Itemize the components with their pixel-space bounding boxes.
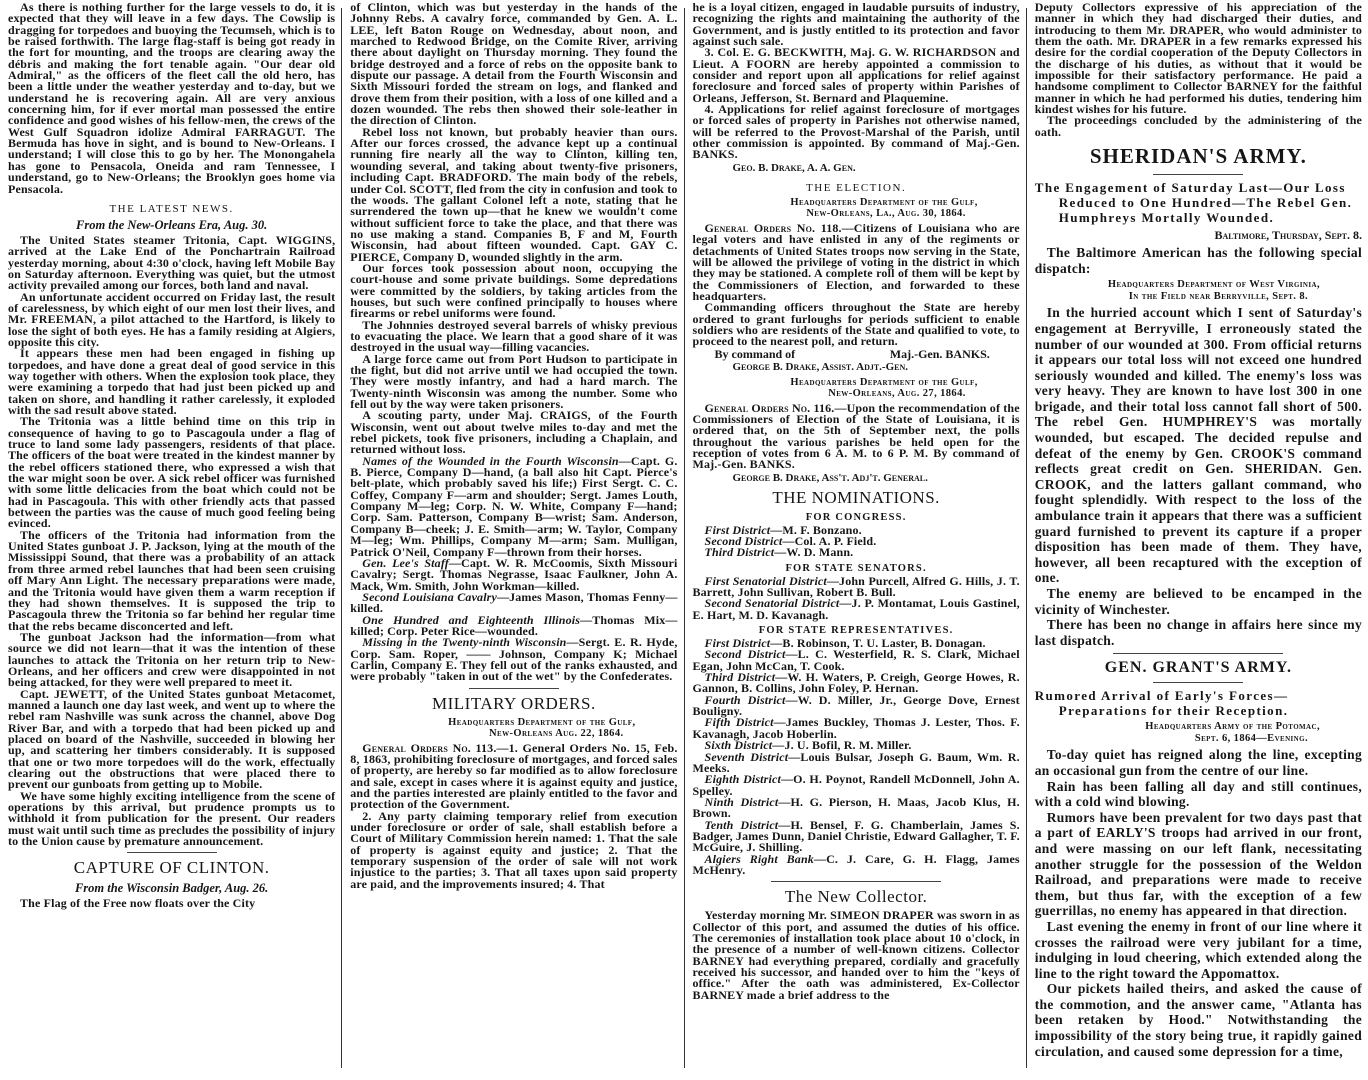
paragraph-text: —James Mason, Thomas Fenny—killed.	[350, 589, 678, 616]
article-paragraph	[692, 794, 1020, 821]
paragraph-text: A large force came out from Port Hudson to participate in the fight, but did not arrive until we had occupied the town. They were mostly infantry, and had a hard march. The Twenty-ninth Wisconsin was among the number. Some who fell out by the way were taken prisoners.	[350, 351, 678, 412]
paragraph-text: —H. Bensel, F. G. Chamberlain, James S. Badger, James Dunn, Daniel Christie, Edward Gallagher, T. F. McGuire, J. Shilling.	[692, 817, 1020, 855]
article-paragraph	[8, 527, 336, 633]
paragraph-text: —Col. A. P. Field.	[782, 534, 877, 548]
paragraph-text: —O. H. Poynot, Randell McDonnell, John A. Spelley.	[692, 772, 1020, 798]
article-paragraph	[1035, 245, 1362, 276]
section-heading: MILITARY ORDERS.	[432, 693, 596, 713]
italic-lead: Ninth District	[704, 794, 779, 809]
article-paragraph	[693, 598, 1020, 621]
section-heading: GEN. GRANT'S ARMY.	[1104, 659, 1292, 677]
paragraph-text: —Citizens of Louisiana who are legal voters and have enlisted in any of the regiments or detachments of United States troops now serving in the State, will be allowed the privilege of voting in the district in which they may be stationed. A complete roll of them will be kept by the Commissioners of Election, and forwarded to these headquarters.	[692, 220, 1020, 303]
article-paragraph	[8, 898, 335, 909]
section-heading: SHERIDAN'S ARMY.	[1089, 144, 1307, 169]
paragraph-text: —W. H. Waters, P. Creigh, George Howes, R. Gannon, B. Collins, John Foley, P. Hernan.	[692, 670, 1020, 696]
paragraph-text: Commanding officers throughout the State are hereby ordered to grant furloughs for periods sufficient to enable soldiers who are residents of the State and qualified to vote, to proceed to the nearest poll, and return.	[692, 300, 1020, 349]
paragraph-text: Rebel loss not known, but probably heavier than ours. After our forces crossed, the advance kept up a continual running fire nearly all the way to Clinton, killing ten, wounding several, and taking about twenty-five prisoners, including Capt. BRADFORD. The main body of the rebels, under Col. SCOTT, fled from the city in confusion and took to the woods. The gallant Colonel left a note, stating that he surrendered the town up—that he knew we wouldn't come without sufficient force to take the place, and that there was no use making a stand. Companies B, F and M, Fourth Wisconsin, had about fifteen wounded. Capt. GAY C. PIERCE, Company D, wounded slightly in the arm.	[350, 124, 678, 264]
paragraph-text: —James Buckley, Thomas J. Lester, Thos. F. Kavanagh, Jacob Hoberlin.	[692, 715, 1020, 741]
dateline-line: Headquarters Department of the Gulf,	[790, 196, 978, 208]
paragraph-text: A scouting party, under Maj. CRAIGS, of the Fourth Wisconsin, went out about twelve miles to-day and met the rebel pickets, took five prisoners, including a Chaplain, and returned without loss.	[350, 408, 678, 457]
italic-lead: Eighth District	[704, 772, 781, 787]
paragraph-text: In the hurried account which I sent of Saturday's engagement at Berryville, I erroneously stated the number of our wounded at 300. From official returns it appears our total loss will not exceed one hundred seriously wounded and killed. The enemy's loss was very heavy. They are known to have lost 300 in one brigade, and their total loss cannot fall short of 500. The rebel Gen. HUMPHREY'S was mortally wounded, but escaped. The decided repulse and defeat of the enemy by Gen. CROOK'S command reflects great credit on Gen. SHERIDAN. Gen. CROOK, and the latters gallant command, who fought splendidly. With respect to the loss of the ambulance train it appears that there was a sufficient guard furnished to prevent its capture if a proper disposition has been made of them. They have, however, all been recaptured with the exception of one.	[1034, 305, 1362, 586]
article-paragraph	[692, 220, 1020, 303]
paragraph-text: Our forces took possession about noon, occupying the court-house and some private buildings. Some depredations were committed by the soldiers, by taking articles from the houses, but such were confined principally to houses where firearms or rebel uniforms were found.	[350, 260, 678, 321]
paragraph-text: It appears these men had been engaged in fishing up torpedoes, and have done a great deal of good service in this way together with others. When the explosion took place, they were examining a torpedo that had just been picked up and taken on shore, and handling it rather carelessly, it exploded with the sad result above stated.	[8, 346, 336, 417]
separator-rule	[1153, 682, 1243, 683]
italic-lead: Seventh District	[704, 749, 789, 764]
signature: George B. Drake, Assist. Adjt.-Gen.	[732, 360, 909, 373]
article-paragraph	[693, 717, 1020, 740]
italic-lead: Fourth District	[704, 692, 786, 707]
paragraph-text: —W. D. Miller, Jr., George Dove, Ernest Bouligny.	[692, 692, 1020, 719]
italic-lead: Missing in the Twenty-ninth Wisconsin	[362, 635, 567, 650]
section-heading: THE NOMINATIONS.	[772, 487, 940, 507]
article-paragraph	[1035, 586, 1362, 617]
dateline: Baltimore, Thursday, Sept. 8.	[1214, 228, 1362, 243]
paragraph-text: of Clinton, which was but yesterday in the hands of the Johnny Rebs. A cavalry force, commanded by Gen. A. L. LEE, left Baton Rouge on Wednesday, about noon, and marched to Redwood Bridge, on the Comite River, arriving there about daylight on Thursday morning. They found the bridge destroyed and a force of rebs on the opposite bank to dispute our passage. A detail from the Fourth Wisconsin and Sixth Missouri forded the stream on logs, and flanked and drove them from their position, with a loss of one killed and a dozen wounded. The rebs then showed their sole-leather in the direction of Clinton.	[350, 0, 678, 128]
paragraph-text: —John Purcell, Alfred G. Hills, J. T. Barrett, John Sullivan, Robert B. Bull.	[692, 573, 1020, 600]
paragraph-text: An unfortunate accident occurred on Friday last, the result of carelessness, by which eight of our men lost their lives, and Mr. FREEMAN, a pilot attached to the Hartford, is likely to lose the sight of both eyes. He has a family residing at Algiers, opposite this city.	[8, 289, 336, 349]
order-number: General Orders No. 118.	[704, 220, 842, 235]
signature: George B. Drake, Ass't. Adj't. General.	[732, 471, 928, 484]
italic-lead: Tenth District	[704, 817, 779, 832]
italic-lead: Sixth District	[704, 738, 773, 753]
dateline-line: Headquarters Department of West Virginia,	[1107, 279, 1320, 291]
paragraph-text: Yesterday morning Mr. SIMEON DRAPER was sworn in as Collector of this port, and assumed the duties of his office. The ceremonies of installation took place about 10 o'clock, in the presence of a number of well-known citizens. Collector BARNEY had everything prepared, cordially and gracefully received his successor, and handed over to him the "keys of office." After the oath was administered, Ex-Collector BARNEY made a brief address to the	[692, 908, 1020, 1002]
section-heading: CAPTURE OF CLINTON.	[73, 858, 270, 878]
paragraph-text: Deputy Collectors expressive of his appreciation of the manner in which they had discharged their duties, and introducing to them Mr. DRAPER, who would administer to them the oath. Mr. DRAPER in a few remarks expressed his desire for the cordial cooperation of the Deputy Collectors in the discharge of his duties, as without that it would be impossible for their satisfactory performance. He paid a handsome compliment to Collector BARNEY for the faithful manner in which he had performed his duties, tendering him kindest wishes for his future.	[1034, 0, 1362, 117]
dateline	[693, 197, 1020, 220]
paragraph-text: —J. P. Montamat, Louis Gastinel, E. Hart, M. D. Kavanagh.	[692, 596, 1020, 622]
italic-lead: Gen. Lee's Staff	[362, 555, 449, 570]
command-line	[693, 348, 1020, 360]
paragraph-text: The enemy are believed to be encamped in the vicinity of Winchester.	[1034, 586, 1362, 617]
italic-lead: Third District	[704, 670, 776, 685]
italic-lead: Second Senatorial District	[704, 596, 840, 611]
article-paragraph	[1035, 919, 1362, 981]
paragraph-text: To-day quiet has reigned along the line, excepting an occasional gun from the centre of our line.	[1034, 747, 1362, 778]
article-paragraph	[350, 124, 678, 264]
paragraph-text: Rumors have been prevalent for two days past that a part of EARLY'S troops had arrived in our front, and were massing on our left flank, necessitating another struggle for the possession of the Weldon Railroad, and preparations were made to receive them, but thus far, with the exception of a few guerrillas, no enemy has appeared in that direction.	[1034, 809, 1362, 919]
paragraph-text: As there is nothing further for the large vessels to do, it is expected that they will leave in a few days. The Cowslip is dragging for torpedoes and buoying the Tecumseh, which is to be raised forthwith. The large flag-staff is being got ready in the fort for mounting, and the troops are clearing away the débris and making the fort tenable again. "Our dear old Admiral," as the officers of the fleet call the old hero, has been a little under the weather yesterday and to-day, but we understand he is recovering again. All are very anxious concerning him, for if ever mortal man possessed the entire confidence and good wishes of his fellow-men, the crews of the West Gulf Squadron idolize Admiral FARRAGUT. The Bermuda has hove in sight, and is bound to New-Orleans. I understand; I will close this to go by her. The Monongahela has gone to Pensacola, Oneida and ram Tennessee, I understand, go to New-Orleans; the Brooklyn goes home via Pensacola.	[8, 0, 336, 196]
dateline-line: Sept. 6, 1864—Evening.	[1194, 732, 1308, 744]
article-paragraph	[8, 2, 335, 195]
article-paragraph	[692, 573, 1020, 600]
paragraph-text: —Louis Bulsar, Joseph G. Baum, Wm. R. Meeks.	[692, 749, 1020, 775]
article-paragraph	[8, 629, 336, 690]
paragraph-text: The gunboat Jackson had the information—from what source we did not learn—that it was the intention of these launches to attack the Tritonia on her return trip to New-Orleans, and her officers and crew were disappointed in not being attacked, for they were well prepared to meet it.	[8, 629, 336, 690]
article-paragraph	[350, 740, 678, 812]
dateline-line: New-Orleans, La., Aug. 30, 1864.	[806, 208, 966, 220]
subsection-heading: FOR CONGRESS.	[805, 511, 907, 523]
article-paragraph	[693, 47, 1020, 104]
dateline-line: Headquarters Department of the Gulf,	[790, 376, 978, 388]
dateline-line: In the Field near Berryville, Sept. 8.	[1128, 290, 1308, 302]
article-paragraph	[693, 672, 1020, 695]
paragraph-text: —L. C. Westerfield, R. S. Clark, Michael Egan, John McCan, T. Cook.	[692, 647, 1020, 673]
column-2	[342, 0, 683, 1080]
article-paragraph	[350, 351, 678, 412]
italic-lead: Fifth District	[704, 715, 774, 730]
paragraph-text: —B. Robinson, T. U. Laster, B. Donagan.	[770, 636, 986, 651]
paragraph-text: The United States steamer Tritonia, Capt. WIGGINS, arrived at the Lake End of the Ponchartrain Railroad yesterday morning, about 4:30 o'clock, having left Mobile Bay on Saturday afternoon. Everything was quiet, but the utmost activity prevailed among our forces, both land and naval.	[8, 232, 336, 293]
paragraph-text: Rain has been falling all day and still continues, with a cold wind blowing.	[1034, 778, 1362, 810]
article-paragraph	[693, 649, 1020, 672]
paragraph-text: 4. Applications for relief against foreclosure of mortgages or forced sales of property in Parishes not otherwise named, will be referred to the Provost-Marshal of the Parish, until other commission is appointed. By command of Maj.-Gen. BANKS.	[692, 102, 1020, 162]
article-paragraph	[8, 686, 336, 792]
italic-lead: Second Louisiana Cavalry	[362, 589, 497, 604]
section-heading: THE ELECTION.	[806, 181, 907, 194]
paragraph-text: —M. F. Bonzano.	[770, 522, 862, 537]
article-paragraph	[692, 817, 1020, 855]
article-paragraph	[692, 400, 1020, 472]
order-number: General Orders No. 116.	[704, 400, 835, 415]
dateline	[1035, 721, 1362, 744]
article-paragraph	[692, 692, 1020, 719]
separator-rule	[771, 881, 941, 882]
italic-lead: First Senatorial District	[704, 573, 827, 588]
article-paragraph	[350, 410, 677, 455]
paragraph-text: Last evening the enemy in front of our line where it crosses the railroad were very jubilant for a time, indulging in loud cheering, which extended along the line to the right toward the Appomattox.	[1034, 918, 1362, 981]
command-name: Maj.-Gen. BANKS.	[889, 346, 990, 361]
paragraph-text: 2. Any party claiming temporary relief from execution under foreclosure or order of sale, shall establish before a Court of Military Commission herein named: 1. That the sale of property is against equity and justice; 2. That the temporary suspension of the order of sale will not work injustice to the parties; 3. That all taxes upon said property are paid, and the improvements insured; 4. That	[350, 808, 678, 891]
paragraph-text: The Baltimore American has the following special dispatch:	[1034, 245, 1362, 276]
paragraph-text: There has been no change in affairs here since my last dispatch.	[1034, 617, 1362, 648]
article-paragraph	[693, 104, 1020, 161]
article-paragraph	[1035, 305, 1362, 586]
section-heading: The New Collector.	[784, 887, 928, 907]
command-label: By command of	[714, 346, 796, 361]
paragraph-text: —Thomas Mix—killed; Corp. Peter Rice—wounded.	[350, 612, 678, 638]
paragraph-text: —H. G. Pierson, H. Maas, Jacob Klus, H. Brown.	[692, 794, 1020, 821]
dateline-line: New-Orleans, Aug. 27, 1864.	[828, 388, 966, 400]
italic-lead: First District	[704, 636, 771, 651]
dateline	[693, 377, 1020, 400]
separator-rule	[1113, 653, 1283, 654]
column-4	[1027, 0, 1368, 1080]
paragraph-text: We have some highly exciting intelligence from the scene of operations by this arrival, but prudence prompts us to withhold it from publication for the present. Our readers must wait until such time as precludes the possibility of injury to the Union cause by premature announcement.	[8, 788, 336, 849]
separator-rule	[127, 852, 217, 853]
italic-lead: Third District	[704, 545, 775, 560]
article-paragraph	[350, 612, 678, 638]
article-paragraph	[350, 808, 678, 891]
article-paragraph	[693, 774, 1020, 797]
source-byline: From the Wisconsin Badger, Aug. 26.	[74, 881, 269, 896]
article-paragraph	[693, 302, 1020, 347]
dateline	[350, 717, 677, 740]
article-paragraph	[8, 232, 336, 293]
article-paragraph	[8, 348, 335, 416]
italic-lead: Algiers Right Bank	[704, 851, 814, 866]
article-paragraph	[1035, 617, 1362, 648]
italic-lead: Second District	[704, 647, 786, 662]
separator-rule	[1153, 174, 1243, 175]
article-paragraph	[350, 2, 677, 127]
article-paragraph	[1035, 779, 1362, 810]
separator-rule	[469, 688, 559, 689]
italic-lead: First District	[704, 522, 771, 537]
paragraph-text: —J. U. Bofil, R. M. Miller.	[772, 738, 912, 753]
paragraph-text: The officers of the Tritonia had information from the United States gunboat J. P. Jackson, lying at the mouth of the Mississippi Sound, that there was a probability of an attack from three armed rebel launches that had been seen cruising off Mary Ann Light. The necessary preparations were made, and the Tritonia would have given them a warm reception if they had shown themselves. It is supposed the trip to Pascagoula threw the Tritonia so far behind her regular time that the rebs became disconcerted and left.	[8, 527, 336, 633]
subsection-heading: FOR STATE SENATORS.	[785, 562, 927, 574]
article-paragraph	[1035, 115, 1362, 138]
article-paragraph	[350, 317, 678, 355]
column-3	[685, 0, 1026, 1080]
paragraph-text: —Upon the recommendation of the Commissioners of Election of the State of Louisiana, it is ordered that, on the 5th of September next, the polls throughout the various parishes be held open for the reception of votes from 6 A. M. to 6 P. M. By command of Maj.-Gen. BANKS.	[692, 400, 1020, 472]
italic-lead: Names of the Wounded in the Fourth Wisconsin	[362, 453, 619, 468]
italic-lead: Second District	[704, 534, 783, 548]
paragraph-text: 3. Col. E. G. BECKWITH, Maj. G. W. RICHARDSON and Lieut. A FOORN are hereby appointed a commission to consider and report upon all applications for relief against foreclosure and forced sales of property within Parishes of Orleans, Jefferson, St. Bernard and Plaquemine.	[692, 45, 1020, 105]
italic-lead: One Hundred and Eighteenth Illinois	[362, 612, 581, 627]
article-paragraph	[8, 416, 335, 529]
article-paragraph	[350, 555, 678, 593]
article-paragraph	[693, 910, 1020, 1001]
article-paragraph	[350, 637, 677, 682]
article-paragraph	[693, 2, 1020, 47]
article-paragraph	[1035, 981, 1362, 1059]
paragraph-text: Capt. JEWETT, of the United States gunboat Metacomet, manned a launch one day last week, and went up to where the rebel ram Nashville was sunk across the channel, above Dog River Bar, and with a torpedo that had been picked up and placed on board of the Nashville, succeeded in blowing her up, and scattering her timbers considerably. It is supposed that one or two more torpedoes will do the work, effectually clearing out the obstructions that were placed there to prevent our gunboats from getting up to Mobile.	[8, 686, 336, 792]
article-paragraph	[693, 547, 1020, 558]
paragraph-text: —Capt. G. B. Pierce, Company D—hand, (a ball also hit Capt. Pierce's belt-plate, which probably saved his life;) First Sergt. C. C. Coffey, Company F—arm and shoulder; Sergt. James Louth, Company M—leg; Corp. N. W. White, Company F—hand; Corp. Sam. Patterson, Company B—wrist; Sam. Anderson, Company B—cheek; J. E. Smith—arm; W. Taylor, Company M—leg; Wm. Phillips, Company M—arm; Sam. Mulligan, Patrick O'Neil, Company F—thrown from their horses.	[350, 453, 678, 559]
dateline	[1035, 279, 1362, 302]
section-heading: THE LATEST NEWS.	[109, 202, 234, 215]
paragraph-text: —W. D. Mann.	[774, 545, 854, 560]
paragraph-text: The proceedings concluded by the administering of the oath.	[1034, 113, 1362, 139]
signature: Geo. B. Drake, A. A. Gen.	[732, 161, 856, 174]
paragraph-text: —C. J. Care, G. H. Flagg, James McHenry.	[692, 851, 1020, 877]
article-subheadline: Rumored Arrival of Early's Forces—Preparations for their Reception.	[1034, 688, 1289, 719]
article-paragraph	[692, 851, 1020, 877]
paragraph-text: he is a loyal citizen, engaged in laudable pursuits of industry, recognizing the rights and maintaining the authority of the Government, and is justly entitled to its protection and favor against such sale.	[692, 0, 1020, 49]
paragraph-text: The Tritonia was a little behind time on this trip in consequence of having to go to Pascagoula under a flag of truce to land some lady passengers, residents of that place. The officers of the boat were treated in the kindest manner by the rebel officers stationed there, who expressed a wish that the war might soon be over. A sick rebel officer was furnished with some little delicacies from the boat which could not be had in Pascagoula. This with other friendly acts that passed between the parties was the cause of much good feeling being evinced.	[8, 414, 336, 531]
article-paragraph	[8, 289, 336, 349]
paragraph-text: —Capt. W. R. McCoomis, Sixth Missouri Cavalry; Sergt. Thomas Negrasse, Isaac Faulkner, John A. Mack, Wm. Smith, John Workman—killed.	[350, 555, 678, 593]
article-paragraph	[1035, 810, 1362, 919]
article-paragraph	[350, 453, 678, 559]
paragraph-text: The Flag of the Free now floats over the City	[20, 896, 256, 911]
paragraph-text: The Johnnies destroyed several barrels of whisky previous to evacuating the place. We learn that a good share of it was destroyed in the usual way—filling vacancies.	[350, 317, 678, 355]
subsection-heading: FOR STATE REPRESENTATIVES.	[758, 625, 954, 637]
article-paragraph	[8, 788, 336, 849]
article-paragraph	[350, 589, 678, 616]
paragraph-text: —1. General Orders No. 15, Feb. 8, 1863, prohibiting foreclosure of mortgages, and forced sales of property, are hereby so far modified as to allow foreclosure and sale, except in cases where it is against equity and justice, and the parties interested are plainly entitled to the favor and protection of the Government.	[350, 740, 678, 812]
article-paragraph	[1035, 747, 1362, 778]
column-1	[0, 0, 341, 1080]
source-byline: From the New-Orleans Era, Aug. 30.	[76, 217, 268, 232]
article-paragraph	[692, 749, 1020, 775]
dateline-line: Headquarters Department of the Gulf,	[448, 716, 636, 728]
article-paragraph	[1035, 2, 1362, 115]
paragraph-text: —Sergt. E. R. Hyde, Corp. Sam. Roper, —— Johnson, Company K; Michael Carlin, Company E. They fell out of the ranks exhausted, and were probably "taken in out of the wet" by the Confederates.	[350, 635, 678, 684]
dateline-line: Headquarters Army of the Potomac,	[1145, 721, 1320, 733]
dateline-line: New-Orleans Aug. 22, 1864.	[489, 728, 624, 740]
article-paragraph	[350, 260, 678, 321]
order-number: General Orders No. 113.	[362, 740, 497, 755]
article-subheadline: The Engagement of Saturday Last—Our Loss Reduced to One Hundred—The Rebel Gen. Humphreys Mortally Wounded.	[1034, 180, 1353, 226]
paragraph-text: Our pickets hailed theirs, and asked the cause of the commotion, and the answer came, "Atlanta has been retaken by Hood." Notwithstanding the impossibility of the story being true, it rapidly gained circulation, and caused some depression for a time,	[1034, 981, 1362, 1059]
